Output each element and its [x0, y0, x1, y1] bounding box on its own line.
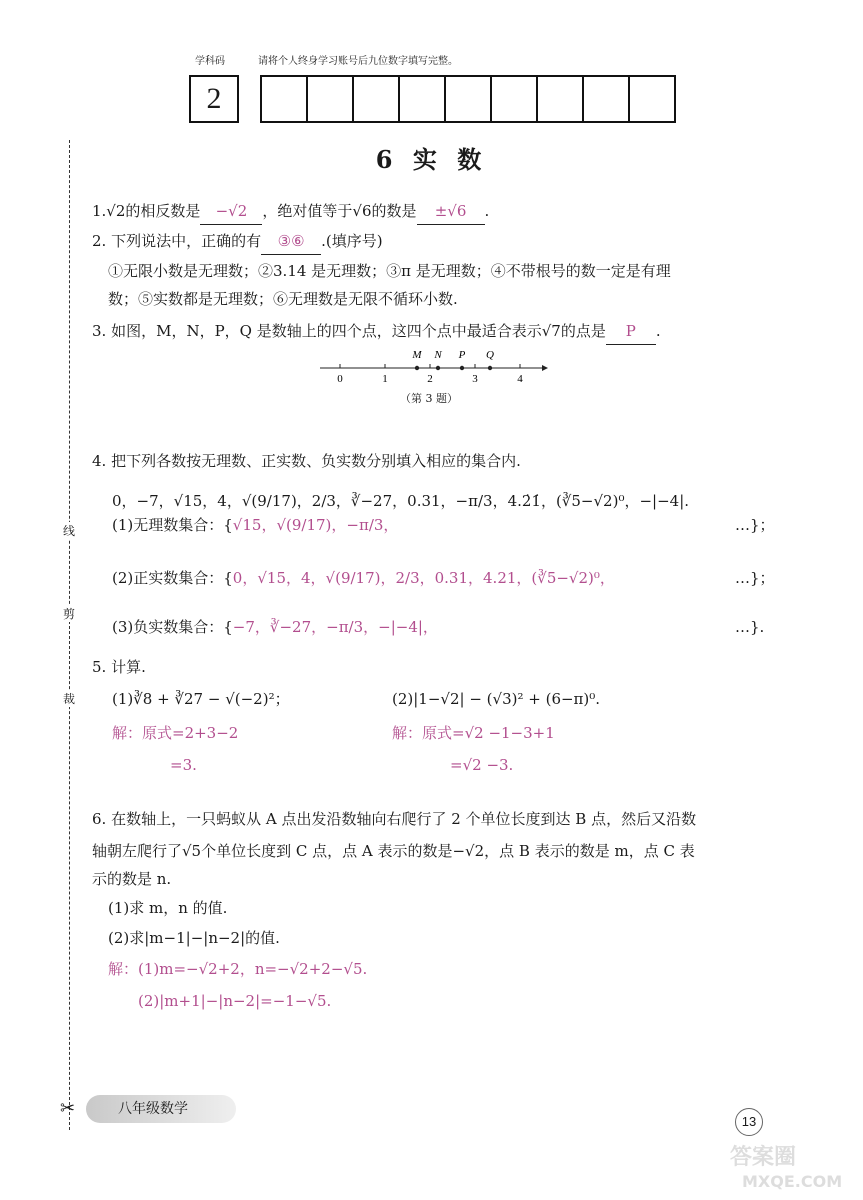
- q4-numbers: 0，−7，√15，4，√(9/17)，2/3，∛−27，0.31，−π/3，4.2̇1̇，(∛5−√2)⁰，−|−4|.: [112, 492, 690, 510]
- q5-solution2-line2: =√2 −3.: [450, 756, 514, 774]
- page-number: 13: [735, 1108, 763, 1136]
- question-1: 1.√2的相反数是 −√2 ，绝对值等于√6的数是 ±√6 .: [92, 198, 489, 225]
- point-label: N: [434, 349, 442, 361]
- number-line: [310, 342, 550, 387]
- subject-code-box: 2: [189, 75, 239, 123]
- question-6-line1: 6. 在数轴上，一只蚂蚁从 A 点出发沿数轴向右爬行了 2 个单位长度到达 B 点，然后又沿数: [92, 810, 697, 828]
- q2-options-line1: ①无限小数是无理数；②3.14 是无理数；③π 是无理数；④不带根号的数一定是有理: [108, 262, 671, 280]
- scissors-icon: ✂: [60, 1098, 76, 1119]
- point-label: P: [458, 349, 466, 361]
- cut-line: [69, 140, 70, 1130]
- cut-mark-trim: 裁: [62, 692, 75, 706]
- digit-box: [630, 77, 674, 121]
- q5-part2: (2)|1−√2| − (√3)² + (6−π)⁰.: [392, 690, 601, 708]
- account-number-boxes: [260, 75, 676, 123]
- q1-answer-2: ±√6: [417, 198, 485, 225]
- question-6-line2: 轴朝左爬行了√5个单位长度到 C 点，点 A 表示的数是−√2，点 B 表示的数是 m，点 C 表: [92, 842, 695, 860]
- q6-solution1: 解：(1)m=−√2+2，n=−√2+2−√5.: [108, 960, 368, 978]
- q4-set3: (3)负实数集合：{−7，∛−27，−π/3，−|−4|，: [112, 618, 438, 636]
- question-5: 5. 计算.: [92, 658, 146, 676]
- q3-answer: P: [606, 318, 656, 345]
- question-4: 4. 把下列各数按无理数、正实数、负实数分别填入相应的集合内.: [92, 452, 521, 470]
- q2-answer: ③⑥: [261, 228, 321, 255]
- subject-code-label: 学科码: [195, 56, 225, 67]
- figure-caption: （第 3 题）: [400, 392, 458, 405]
- tick-label: 1: [382, 373, 388, 385]
- tick-label: 3: [472, 373, 478, 385]
- question-6-line3: 示的数是 n.: [92, 870, 172, 888]
- tick-label: 2: [427, 373, 433, 385]
- digit-box: [400, 77, 446, 121]
- cut-mark-line: 线: [62, 524, 75, 538]
- q6-solution2: (2)|m+1|−|n−2|=−1−√5.: [138, 992, 332, 1010]
- watermark-logo: 答案圈: [730, 1145, 797, 1170]
- tick-label: 4: [517, 373, 523, 385]
- tick-label: 0: [337, 373, 343, 385]
- digit-box: [262, 77, 308, 121]
- q4-set2-end: …}；: [735, 569, 775, 587]
- q4-set3-end: …}.: [735, 618, 765, 636]
- q2-options-line2: 数；⑤实数都是无理数；⑥无理数是无限不循环小数.: [108, 290, 458, 308]
- cut-mark-cut: 剪: [62, 607, 75, 621]
- digit-box: [308, 77, 354, 121]
- digit-box: [354, 77, 400, 121]
- q5-part1: (1)∛8 + ∛27 − √(−2)²；: [112, 690, 290, 708]
- watermark-url: MXQE.COM: [742, 1172, 843, 1191]
- q4-set1-end: …}；: [735, 516, 775, 534]
- digit-box: [446, 77, 492, 121]
- q4-set1: (1)无理数集合：{√15，√(9/17)，−π/3，: [112, 516, 399, 534]
- q6-part2: (2)求|m−1|−|n−2|的值.: [108, 929, 280, 947]
- digit-box: [538, 77, 584, 121]
- point-label: Q: [486, 349, 494, 361]
- q5-solution1-line2: =3.: [170, 756, 197, 774]
- digit-box: [584, 77, 630, 121]
- q1-answer-1: −√2: [200, 198, 262, 225]
- q4-set1-answer: √15，√(9/17)，−π/3，: [232, 516, 399, 534]
- point-label: M: [412, 349, 422, 361]
- book-title: 八年级数学: [118, 1101, 188, 1117]
- digit-box: [492, 77, 538, 121]
- page-title: 6 实 数: [375, 145, 488, 174]
- q5-solution2-line1: 解：原式=√2 −1−3+1: [392, 724, 555, 742]
- q4-set3-answer: −7，∛−27，−π/3，−|−4|，: [232, 618, 438, 636]
- account-instruction: 请将个人终身学习账号后九位数字填写完整。: [258, 56, 458, 67]
- q5-solution1-line1: 解：原式=2+3−2: [112, 724, 239, 742]
- q4-set2-answer: 0，√15，4，√(9/17)，2/3，0.31，4.21，(∛5−√2)⁰，: [232, 569, 615, 587]
- question-2: 2. 下列说法中，正确的有 ③⑥ .(填序号): [92, 228, 383, 255]
- question-3: 3. 如图，M，N，P，Q 是数轴上的四个点，这四个点中最适合表示√7的点是 P .: [92, 318, 661, 345]
- q6-part1: (1)求 m，n 的值.: [108, 899, 228, 917]
- q4-set2: (2)正实数集合：{0，√15，4，√(9/17)，2/3，0.31，4.21，(∛5−√2)⁰，: [112, 569, 615, 587]
